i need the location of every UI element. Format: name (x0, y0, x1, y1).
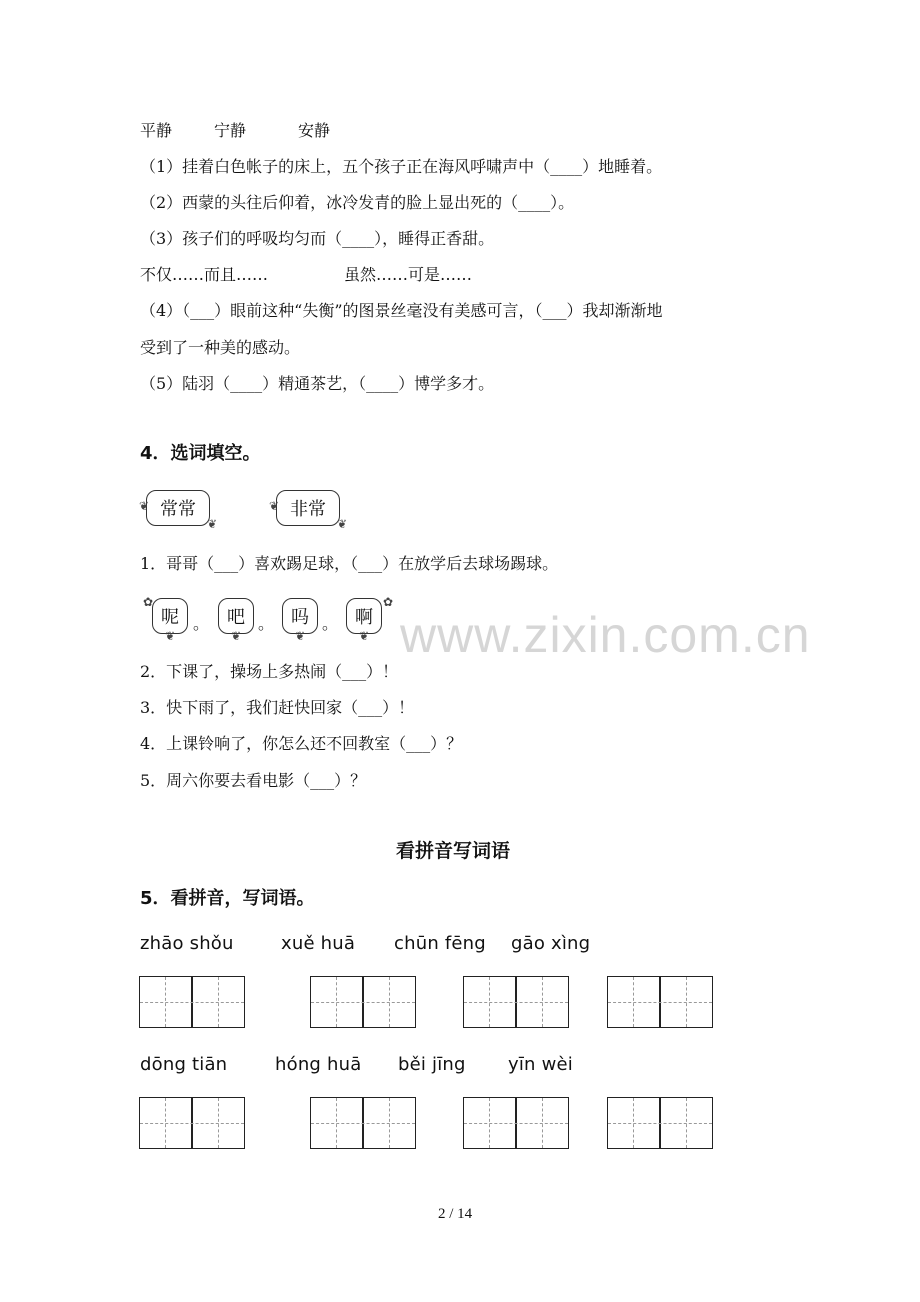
pinyin: dōng tiān (140, 1054, 228, 1075)
pinyin: zhāo shǒu (140, 933, 234, 954)
writing-grid[interactable] (139, 1097, 245, 1149)
writing-grid[interactable] (607, 1097, 713, 1149)
sentence-3: （3）孩子们的呼吸均匀而（____），睡得正香甜。 (140, 229, 495, 248)
leaf-icon: ❦ (231, 629, 242, 643)
pinyin: gāo xìng (511, 933, 591, 954)
particle-tag (143, 595, 188, 643)
pinyin: hóng huā (275, 1054, 362, 1075)
writing-grid[interactable] (607, 976, 713, 1028)
leaf-icon: ❦ (295, 629, 306, 643)
particle-tag (282, 598, 318, 643)
tag-text: 吗 (291, 607, 309, 628)
tag-text: 非常 (290, 499, 326, 520)
separator: 。 (322, 614, 339, 633)
leaf-icon: ❦ (165, 629, 176, 643)
separator: 。 (258, 614, 275, 633)
q4-item-5: 5．周六你要去看电影（___）？ (140, 771, 367, 790)
page-number: 2 / 14 (438, 1206, 473, 1222)
pinyin: yīn wèi (508, 1054, 573, 1075)
separator: 。 (193, 614, 210, 633)
question-4-title: 4．选词填空。 (140, 443, 261, 464)
section-heading: 看拼音写词语 (396, 840, 511, 862)
writing-grid[interactable] (463, 1097, 569, 1149)
word-option: 宁静 (214, 121, 247, 140)
q4-item-4: 4．上课铃响了，你怎么还不回教室（___）？ (140, 734, 463, 753)
leaf-icon: ❦ (139, 499, 150, 513)
watermark: www.zixin.com.cn (400, 607, 811, 663)
question-5-title: 5．看拼音，写词语。 (140, 888, 315, 909)
tag-text: 呢 (161, 607, 179, 628)
pinyin: běi jīng (398, 1054, 466, 1075)
flower-icon: ✿ (382, 595, 393, 609)
sentence-5: （5）陆羽（____）精通茶艺，（____）博学多才。 (140, 374, 495, 393)
word-option: 安静 (298, 121, 331, 140)
tag-text: 啊 (355, 607, 373, 628)
sentence-2: （2）西蒙的头往后仰着，冰冷发青的脸上显出死的（____）。 (140, 193, 575, 212)
tag-text: 常常 (160, 499, 196, 520)
q4-item-2: 2．下课了，操场上多热闹（___）！ (140, 662, 399, 681)
q4-item-3: 3．快下雨了，我们赶快回家（___）！ (140, 698, 415, 717)
writing-grid[interactable] (139, 976, 245, 1028)
word-tag-2 (269, 490, 347, 531)
q4-item-1: 1．哥哥（___）喜欢踢足球，（___）在放学后去球场踢球。 (140, 554, 559, 573)
writing-grid[interactable] (463, 976, 569, 1028)
leaf-icon: ❦ (359, 629, 370, 643)
writing-grid[interactable] (310, 1097, 416, 1149)
leaf-icon: ❦ (269, 499, 280, 513)
word-option: 平静 (140, 121, 173, 140)
sentence-4-line-2: 受到了一种美的感动。 (140, 338, 301, 357)
flower-icon: ✿ (143, 595, 154, 609)
particle-tag (218, 598, 254, 643)
particle-tag (346, 595, 393, 643)
sentence-4-line-1: （4）（___）眼前这种“失衡”的图景丝毫没有美感可言，（___）我却渐渐地 (140, 301, 663, 320)
tag-text: 吧 (227, 607, 245, 628)
writing-grid[interactable] (310, 976, 416, 1028)
leaf-icon: ❦ (336, 517, 347, 531)
leaf-icon: ❦ (206, 517, 217, 531)
conjunction-option: 虽然……可是…… (344, 265, 473, 284)
pinyin: chūn fēng (394, 933, 486, 954)
word-tag-1 (139, 490, 217, 531)
pinyin: xuě huā (281, 933, 356, 954)
sentence-1: （1）挂着白色帐子的床上，五个孩子正在海风呼啸声中（____）地睡着。 (140, 157, 663, 176)
conjunction-option: 不仅……而且…… (140, 265, 269, 284)
